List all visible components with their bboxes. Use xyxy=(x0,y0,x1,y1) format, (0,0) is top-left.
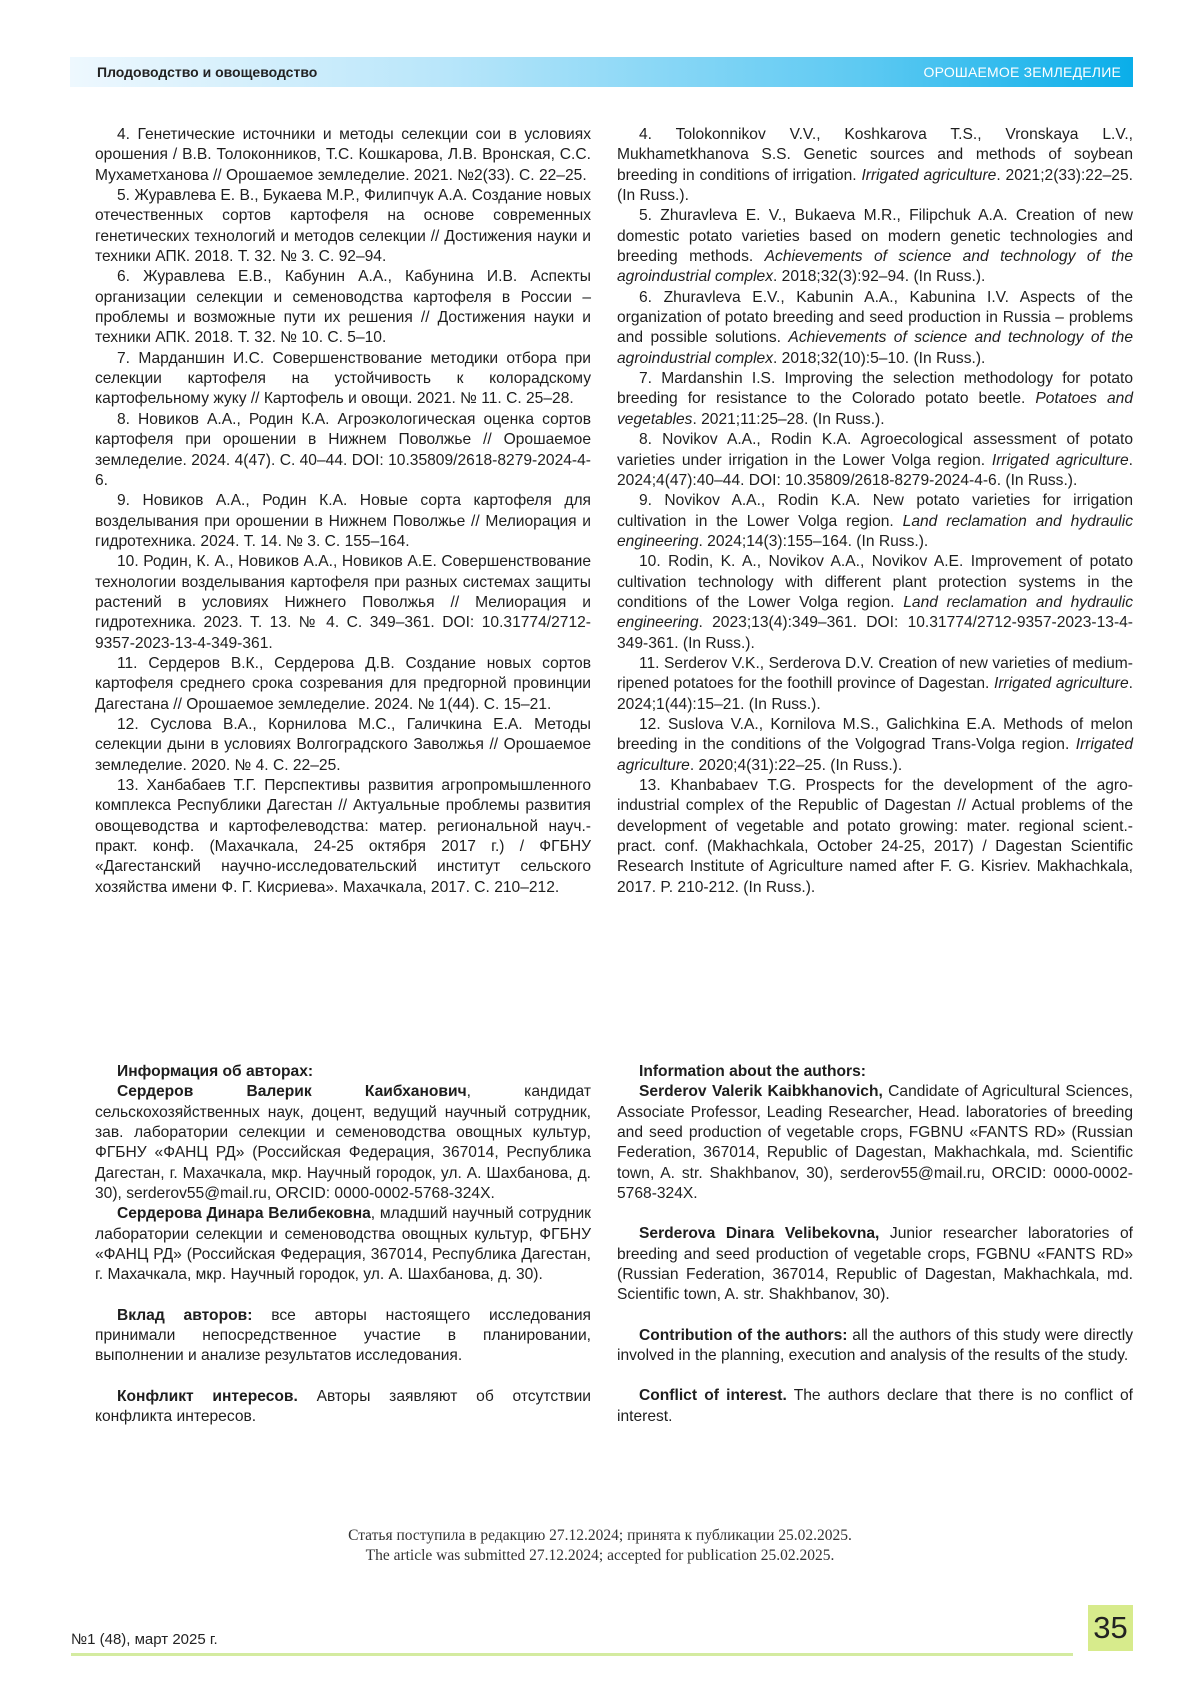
page-number: 35 xyxy=(1088,1605,1133,1651)
section-title: Плодоводство и овощеводство xyxy=(97,64,317,80)
running-header xyxy=(70,57,1133,87)
reference: 13. Khanbabaev T.G. Prospects for the development of the agro-industrial complex of the Republic of Dagestan // Actual problems of the development of vegetable and potato growing: mater. regional scient.-pract. conf. (Makhachkala, October 24-25, 2017) / Dagestan Scientific Research Institute of Agriculture named after F. G. Kisriev. Makhachkala, 2017. P. 210-212. (In Russ.). xyxy=(617,776,1133,898)
authors-info-ru xyxy=(95,1062,591,1428)
reference: 5. Zhuravleva E. V., Bukaeva M.R., Filipchuk A.A. Creation of new domestic potato varieties based on modern genetic technologies and breeding methods. Achievements of science and technology of the agroindustrial complex. 2018;32(3):92–94. (In Russ.). xyxy=(617,206,1133,287)
reference: 12. Suslova V.A., Kornilova M.S., Galichkina E.A. Methods of melon breeding in the conditions of the Volgograd Trans-Volga region. Irrigated agriculture. 2020;4(31):22–25. (In Russ.). xyxy=(617,715,1133,776)
footer-divider xyxy=(71,1653,1073,1656)
reference: 12. Суслова В.А., Корнилова М.С., Галичкина Е.А. Методы селекции дыни в условиях Волгоградского Заволжья // Орошаемое земледелие. 2020. № 4. С. 22–25. xyxy=(95,715,591,776)
reference: 7. Mardanshin I.S. Improving the selection methodology for potato breeding for resistance to the Colorado potato beetle. Potatoes and vegetables. 2021;11:25–28. (In Russ.). xyxy=(617,369,1133,430)
reference: 13. Ханбабаев Т.Г. Перспективы развития агропромышленного комплекса Республики Дагестан // Актуальные проблемы развития овощеводства и картофелеводства: матер. региональной науч.-практ. конф. (Махачкала, 24-25 октября 2017 г.) / ФГБНУ «Дагестанский научно-исследовательский институт сельского хозяйства имени Ф. Г. Кисриева». Махачкала, 2017. С. 210–212. xyxy=(95,776,591,898)
author-2: Сердерова Динара Велибековна, младший научный сотрудник лаборатории селекции и семеноводства овощных культур, ФГБНУ «ФАНЦ РД» (Российская Федерация, 367014, Республика Дагестан, г. Махачкала, мкр. Научный городок, ул. А. Шахбанова, д. 30). xyxy=(95,1204,591,1285)
reference: 7. Марданшин И.С. Совершенствование методики отбора при селекции картофеля на устойчивость к колорадскому картофельному жуку // Картофель и овощи. 2021. № 11. С. 25–28. xyxy=(95,349,591,410)
reference: 4. Генетические источники и методы селекции сои в условиях орошения / В.В. Толоконников, Т.С. Кошкарова, Л.В. Вронская, С.С. Мухаметханова // Орошаемое земледелие. 2021. №2(33). С. 22–25. xyxy=(95,125,591,186)
reference: 6. Журавлева Е.В., Кабунин А.А., Кабунина И.В. Аспекты организации селекции и семеноводства картофеля в России – проблемы и возможные пути их решения // Достижения науки и техники АПК. 2018. Т. 32. № 10. С. 5–10. xyxy=(95,267,591,348)
authors-info-en xyxy=(617,1062,1133,1427)
conflict-of-interest: Conflict of interest. The authors declare that there is no conflict of interest. xyxy=(617,1386,1133,1427)
authors-heading: Information about the authors: xyxy=(617,1062,1133,1082)
author-1: Сердеров Валерик Каибханович, кандидат сельскохозяйственных наук, доцент, ведущий научный сотрудник, зав. лаборатории селекции и семеноводства овощных культур, ФГБНУ «ФАНЦ РД» (Российская Федерация, 367014, Республика Дагестан, г. Махачкала, мкр. Научный городок, ул. А. Шахбанова, д. 30), serderov55@mail.ru, ORCID: 0000-0002-5768-324X. xyxy=(95,1082,591,1204)
reference: 9. Novikov A.A., Rodin K.A. New potato varieties for irrigation cultivation in the Lower Volga region. Land reclamation and hydraulic engineering. 2024;14(3):155–164. (In Russ.). xyxy=(617,491,1133,552)
submission-note-ru: Статья поступила в редакцию 27.12.2024; принята к публикации 25.02.2025. xyxy=(0,1526,1200,1545)
contribution: Вклад авторов: все авторы настоящего исследования принимали непосредственное участие в планировании, выполнении и анализе результатов исследования. xyxy=(95,1306,591,1367)
reference: 8. Новиков А.А., Родин К.А. Агроэкологическая оценка сортов картофеля при орошении в Нижнем Поволжье // Орошаемое земледелие. 2024. 4(47). С. 40–44. DOI: 10.35809/2618-8279-2024-4-6. xyxy=(95,410,591,491)
issue-info: №1 (48), март 2025 г. xyxy=(71,1631,218,1648)
authors-heading: Информация об авторах: xyxy=(95,1062,591,1082)
journal-title: ОРОШАЕМОЕ ЗЕМЛЕДЕЛИЕ xyxy=(924,64,1121,80)
reference: 5. Журавлева Е. В., Букаева М.Р., Филипчук А.А. Создание новых отечественных сортов картофеля на основе современных генетических технологий и методов селекции // Достижения науки и техники АПК. 2018. Т. 32. № 3. С. 92–94. xyxy=(95,186,591,267)
reference: 6. Zhuravleva E.V., Kabunin A.A., Kabunina I.V. Aspects of the organization of potato breeding and seed production in Russia – problems and possible solutions. Achievements of science and technology of the agroindustrial complex. 2018;32(10):5–10. (In Russ.). xyxy=(617,288,1133,369)
contribution: Contribution of the authors: all the authors of this study were directly involved in the planning, execution and analysis of the results of the study. xyxy=(617,1326,1133,1367)
reference: 10. Родин, К. А., Новиков А.А., Новиков А.Е. Совершенствование технологии возделывания картофеля при разных системах защиты растений в условиях Нижнего Поволжья // Мелиорация и гидротехника. 2023. Т. 13. № 4. С. 349–361. DOI: 10.31774/2712-9357-2023-13-4-349-361. xyxy=(95,552,591,654)
references-en xyxy=(617,125,1133,898)
author-2: Serderova Dinara Velibekovna, Junior researcher laboratories of breeding and seed production of vegetable crops, FGBNU «FANTS RD» (Russian Federation, 367014, Republic of Dagestan, Makhachkala, md. Scientific town, A. str. Shakhbanov, 30). xyxy=(617,1224,1133,1305)
author-1: Serderov Valerik Kaibkhanovich, Candidate of Agricultural Sciences, Associate Professor, Leading Researcher, Head. laboratories of breeding and seed production of vegetable crops, FGBNU «FANTS RD» (Russian Federation, 367014, Republic of Dagestan, Makhachkala, md. Scientific town, A. str. Shakhbanov, 30), serderov55@mail.ru, ORCID: 0000-0002-5768-324X. xyxy=(617,1082,1133,1204)
reference: 10. Rodin, K. A., Novikov A.A., Novikov A.E. Improvement of potato cultivation technology with different plant protection systems in the conditions of the Lower Volga region. Land reclamation and hydraulic engineering. 2023;13(4):349–361. DOI: 10.31774/2712-9357-2023-13-4-349-361. (In Russ.). xyxy=(617,552,1133,654)
reference: 4. Tolokonnikov V.V., Koshkarova T.S., Vronskaya L.V., Mukhametkhanova S.S. Genetic sources and methods of soybean breeding in conditions of irrigation. Irrigated agriculture. 2021;2(33):22–25. (In Russ.). xyxy=(617,125,1133,206)
conflict-of-interest: Конфликт интересов. Авторы заявляют об отсутствии конфликта интересов. xyxy=(95,1387,591,1428)
reference: 11. Serderov V.K., Serderova D.V. Creation of new varieties of medium-ripened potatoes for the foothill province of Dagestan. Irrigated agriculture. 2024;1(44):15–21. (In Russ.). xyxy=(617,654,1133,715)
reference: 9. Новиков А.А., Родин К.А. Новые сорта картофеля для возделывания при орошении в Нижнем Поволжье // Мелиорация и гидротехника. 2024. Т. 14. № 3. С. 155–164. xyxy=(95,491,591,552)
reference: 11. Сердеров В.К., Сердерова Д.В. Создание новых сортов картофеля среднего срока созревания для предгорной провинции Дагестана // Орошаемое земледелие. 2024. № 1(44). С. 15–21. xyxy=(95,654,591,715)
reference: 8. Novikov A.A., Rodin K.A. Agroecological assessment of potato varieties under irrigation in the Lower Volga region. Irrigated agriculture. 2024;4(47):40–44. DOI: 10.35809/2618-8279-2024-4-6. (In Russ.). xyxy=(617,430,1133,491)
submission-note-en: The article was submitted 27.12.2024; accepted for publication 25.02.2025. xyxy=(0,1546,1200,1565)
references-ru xyxy=(95,125,591,898)
